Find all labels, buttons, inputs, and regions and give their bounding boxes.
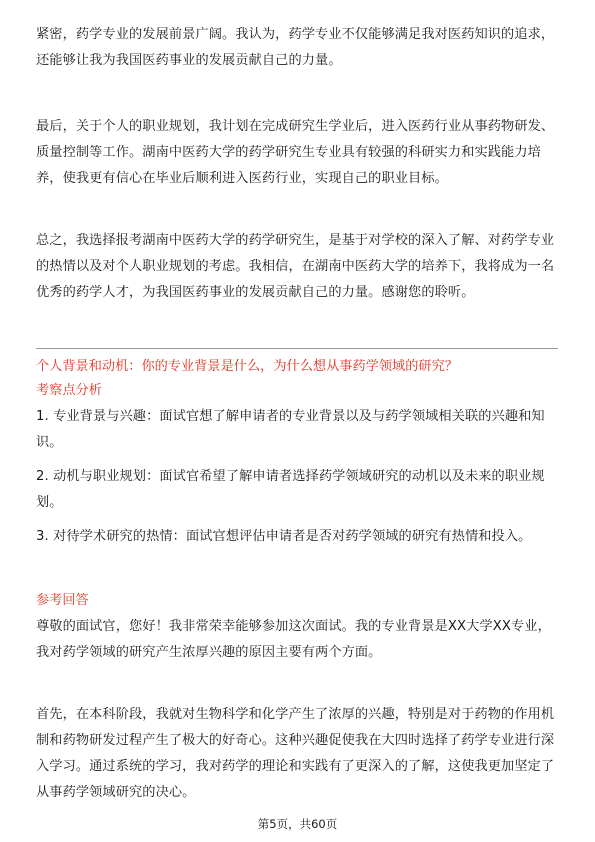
section-divider	[36, 348, 558, 349]
answer-paragraph-1: 尊敬的面试官，您好！我非常荣幸能够参加这次面试。我的专业背景是XX大学XX专业，我对药学领域的研究产生浓厚兴趣的原因主要有两个方面。	[36, 619, 551, 660]
intro-paragraph-3: 总之，我选择报考湖南中医药大学的药学研究生，是基于对学校的深入了解、对药学专业的热情以及对个人职业规划的考虑。我相信，在湖南中医药大学的培养下，我将成为一名优秀的药学人才，为我国医药事业的发展贡献自己的力量。感谢您的聆听。	[36, 233, 555, 300]
analysis-item-3: 3. 对待学术研究的热情：面试官想评估申请者是否对药学领域的研究有热情和投入。	[36, 529, 532, 544]
intro-paragraph-2: 最后，关于个人的职业规划，我计划在完成研究生学业后，进入医药行业从事药物研发、质量控制等工作。湖南中医药大学的药学研究生专业具有较强的科研实力和实践能力培养，使我更有信心在毕业后顺利进入医药行业，实现自己的职业目标。	[36, 119, 555, 186]
interview-question: 个人背景和动机：你的专业背景是什么，为什么想从事药学领域的研究？	[36, 359, 458, 374]
analysis-item-1: 1. 专业背景与兴趣：面试官想了解申请者的专业背景以及与药学领域相关联的兴趣和知识。	[36, 409, 545, 450]
page-number: 第5页，共60页	[257, 817, 338, 831]
intro-paragraph-1: 紧密，药学专业的发展前景广阔。我认为，药学专业不仅能够满足我对医药知识的追求，还能够让我为我国医药事业的发展贡献自己的力量。	[36, 27, 555, 68]
answer-paragraph-2: 首先，在本科阶段，我就对生物科学和化学产生了浓厚的兴趣，特别是对于药物的作用机制和药物研发过程产生了极大的好奇心。这种兴趣促使我在大四时选择了药学专业进行深入学习。通过系统的学习，我对药学的理论和实践有了更深入的了解，这使我更加坚定了从事药学领域研究的决心。	[36, 707, 555, 800]
analysis-item-2: 2. 动机与职业规划：面试官希望了解申请者选择药学领域研究的动机以及未来的职业规划。	[36, 469, 545, 510]
analysis-heading: 考察点分析	[36, 383, 102, 398]
answer-heading: 参考回答	[36, 593, 89, 608]
